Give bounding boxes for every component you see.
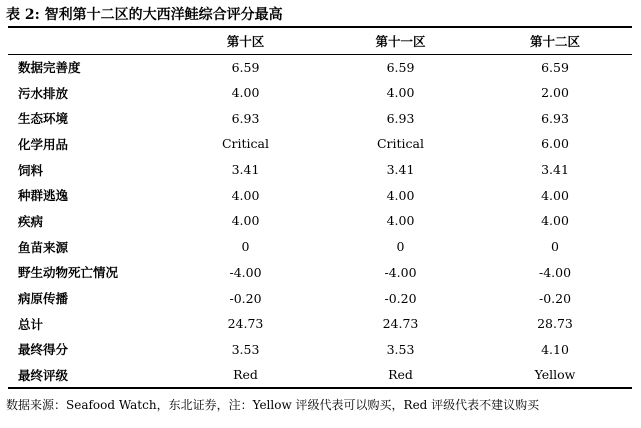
table-cell: 3.53 xyxy=(386,341,415,357)
table-cell: 0 xyxy=(396,239,405,255)
header-region-12: 第十二区 xyxy=(478,27,632,54)
header-corner xyxy=(8,27,168,54)
table-cell: 6.93 xyxy=(231,110,260,126)
table-cell: 2.00 xyxy=(541,85,569,101)
table-cell: 4.00 xyxy=(386,187,415,203)
table-cell: -4.00 xyxy=(538,264,572,280)
row-label: 最终得分 xyxy=(18,342,69,358)
row-label: 种群逃逸 xyxy=(18,188,69,204)
table-cell: 4.00 xyxy=(541,213,569,229)
table-row xyxy=(8,105,632,131)
table-cell: 6.59 xyxy=(541,59,569,75)
table-cell: 0 xyxy=(551,239,559,255)
table-cell: 3.41 xyxy=(231,162,260,178)
row-label: 鱼苗来源 xyxy=(18,239,69,255)
table-cell: 6.93 xyxy=(541,110,569,126)
table-cell: 4.10 xyxy=(541,341,569,357)
table-cell: 4.00 xyxy=(386,213,415,229)
table-cell: 28.73 xyxy=(537,316,573,332)
source-note: 数据来源：Seafood Watch，东北证券，注：Yellow 评级代表可以购买，Red 评级代表不建议购买 xyxy=(6,398,540,412)
table-cell: 6.00 xyxy=(541,136,569,152)
table-cell: -0.20 xyxy=(384,290,417,306)
table-row xyxy=(8,131,632,157)
table-row xyxy=(8,234,632,260)
table-row xyxy=(8,182,632,208)
row-label: 野生动物死亡情况 xyxy=(18,265,119,281)
table-row xyxy=(8,362,632,388)
table-cell: -0.20 xyxy=(229,290,262,306)
score-table xyxy=(8,26,632,389)
table-cell: 4.00 xyxy=(231,213,260,229)
table-cell: Yellow xyxy=(478,362,632,388)
row-label: 疾病 xyxy=(18,213,44,229)
table-cell: 6.93 xyxy=(386,110,415,126)
table-row xyxy=(8,311,632,337)
row-label: 最终评级 xyxy=(8,362,168,388)
table-cell: -4.00 xyxy=(229,264,262,280)
table-cell: Critical xyxy=(376,136,424,152)
table-cell: 4.00 xyxy=(541,187,569,203)
table-row xyxy=(8,157,632,183)
table-cell: 3.41 xyxy=(541,162,569,178)
table-cell: 6.59 xyxy=(386,59,415,75)
table-row xyxy=(8,208,632,234)
table-row xyxy=(8,260,632,286)
header-region-10: 第十区 xyxy=(168,27,323,54)
row-label: 数据完善度 xyxy=(18,60,81,76)
table-row xyxy=(8,337,632,363)
row-label: 总计 xyxy=(18,316,44,332)
table-cell: 6.59 xyxy=(231,59,260,75)
table-row xyxy=(8,285,632,311)
table-cell: 4.00 xyxy=(386,85,415,101)
table-cell: 24.73 xyxy=(227,316,264,332)
table-cell: -0.20 xyxy=(538,290,572,306)
table-cell: 0 xyxy=(241,239,250,255)
table-cell: 3.41 xyxy=(386,162,415,178)
table-cell: Red xyxy=(323,362,478,388)
row-label: 生态环境 xyxy=(18,111,69,127)
table-cell: Critical xyxy=(221,136,269,152)
header-region-11: 第十一区 xyxy=(323,27,478,54)
table-cell: 24.73 xyxy=(382,316,419,332)
table-row xyxy=(8,80,632,106)
table-cell: Red xyxy=(168,362,323,388)
header-row xyxy=(8,27,632,54)
table-title: 表 2: 智利第十二区的大西洋鲑综合评分最高 xyxy=(6,7,283,23)
table-cell: 4.00 xyxy=(231,85,260,101)
row-label: 污水排放 xyxy=(18,85,69,101)
table-cell: 4.00 xyxy=(231,187,260,203)
row-label: 病原传播 xyxy=(18,291,69,307)
table-cell: 3.53 xyxy=(231,341,260,357)
row-label: 化学用品 xyxy=(18,136,69,152)
table-cell: -4.00 xyxy=(384,264,417,280)
row-label: 饲料 xyxy=(18,162,44,178)
table-row xyxy=(8,54,632,80)
